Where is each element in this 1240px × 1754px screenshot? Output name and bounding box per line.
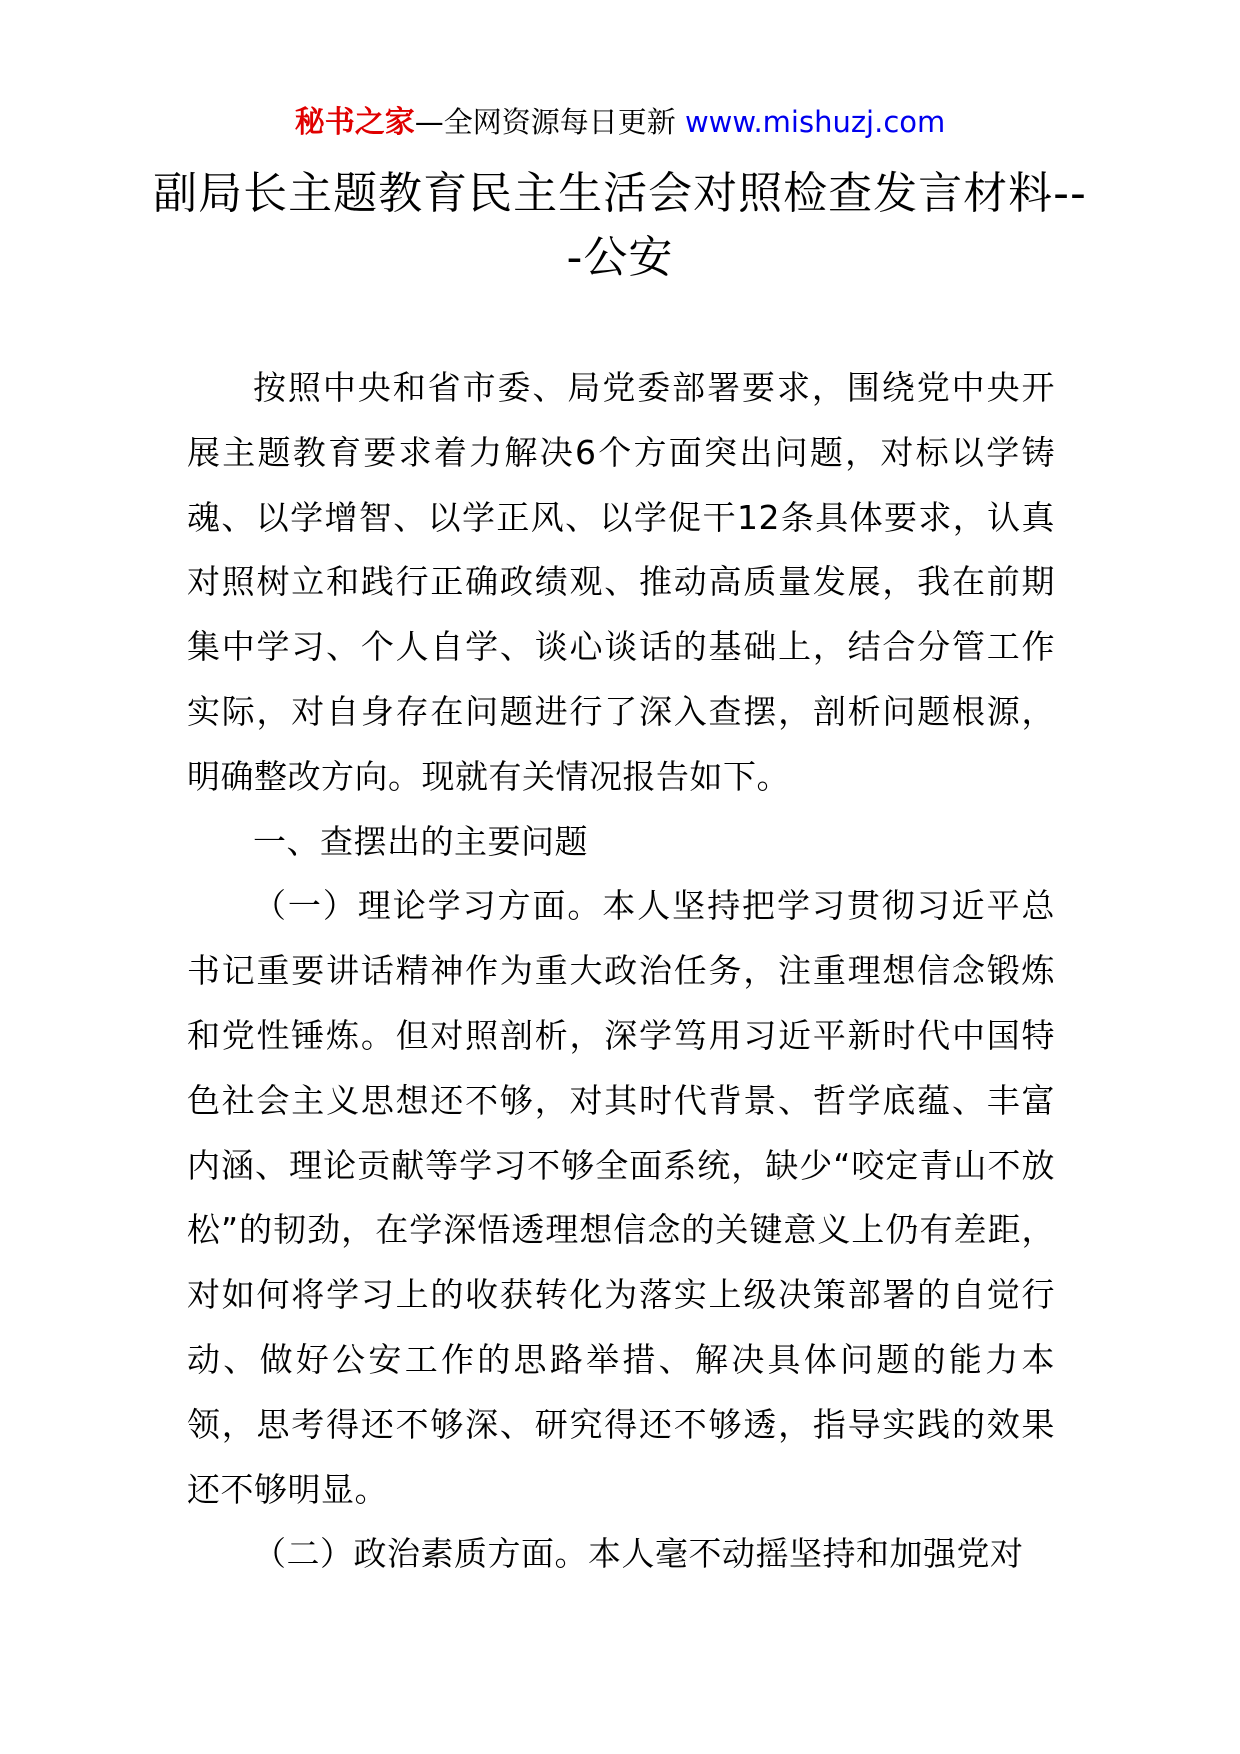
paragraph-theory-study: （一）理论学习方面。本人坚持把学习贯彻习近平总书记重要讲话精神作为重大政治任务，注重理想信念锻炼和党性锤炼。但对照剖析，深学笃用习近平新时代中国特色社会主义思想还不够，对其时代背景、哲学底蕴、丰富内涵、理论贡献等学习不够全面系统，缺少“咬定青山不放松”的韧劲，在学深悟透理想信念的关键意义上仍有差距，对如何将学习上的收获转化为落实上级决策部署的自觉行动、做好公安工作的思路举措、解决具体问题的能力本领，思考得还不够深、研究得还不够透，指导实践的效果还不够明显。 [187, 886, 1055, 1509]
document-body [187, 356, 1055, 1587]
section-heading: 一、查摆出的主要问题 [253, 821, 588, 861]
site-header [0, 102, 1240, 143]
paragraph-political-quality: （二）政治素质方面。本人毫不动摇坚持和加强党对 [253, 1534, 1024, 1574]
site-brand: 秘书之家 [294, 105, 415, 140]
site-url-link[interactable]: www.mishuzj.com [684, 105, 946, 139]
site-slogan: —全网资源每日更新 [414, 105, 676, 139]
document-title: 副局长主题教育民主生活会对照检查发言材料---公安 [153, 168, 1087, 283]
intro-paragraph: 按照中央和省市委、局党委部署要求，围绕党中央开展主题教育要求着力解决6个方面突出问题，对标以学铸魂、以学增智、以学正风、以学促干12条具体要求，认真对照树立和践行正确政绩观、推动高质量发展，我在前期集中学习、个人自学、谈心谈话的基础上，结合分管工作实际，对自身存在问题进行了深入查摆，剖析问题根源，明确整改方向。现就有关情况报告如下。 [187, 368, 1055, 796]
